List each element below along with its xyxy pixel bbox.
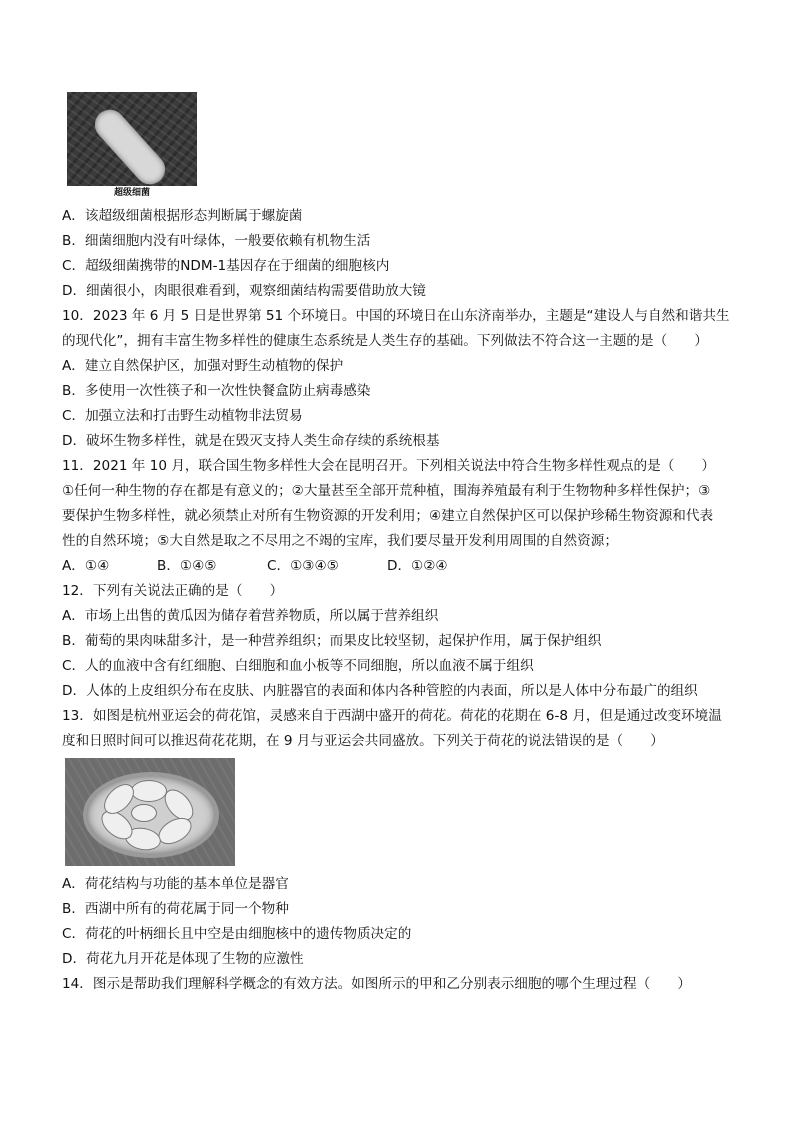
q13-option-d: D．荷花九月开花是体现了生物的应激性 bbox=[62, 951, 304, 967]
figure-caption: 超级细菌 bbox=[113, 188, 150, 198]
q11-options-row bbox=[62, 554, 742, 579]
q11-statement-line-2: 要保护生物多样性，就必须禁止对所有生物资源的开发利用；④建立自然保护区可以保护珍稀生物资源和代表 bbox=[62, 508, 714, 524]
q12-stem: 12．下列有关说法正确的是（ ） bbox=[62, 583, 284, 599]
q12-option-b: B．葡萄的果肉味甜多汁，是一种营养组织；而果皮比较坚韧，起保护作用，属于保护组织 bbox=[62, 633, 602, 649]
q11-option-c: C．①③④⑤ bbox=[267, 558, 339, 574]
q11-statement-line-3: 性的自然环境；⑤大自然是取之不尽用之不竭的宝库，我们要尽量开发利用周围的自然资源； bbox=[62, 533, 618, 549]
lotus-petal bbox=[131, 780, 167, 802]
lotus-pavilion-figure bbox=[65, 758, 235, 866]
q14-stem: 14．图示是帮助我们理解科学概念的有效方法。如图所示的甲和乙分别表示细胞的哪个生理过程（ ） bbox=[62, 976, 692, 992]
bacterium-shape bbox=[89, 104, 172, 186]
q11-option-a: A．①④ bbox=[62, 558, 110, 574]
q11-statement-line-1: ①任何一种生物的存在都是有意义的；②大量甚至全部开荒种植，围海养殖最有利于生物物种多样性保护；③ bbox=[62, 483, 711, 499]
q10-option-d: D．破坏生物多样性，就是在毁灭支持人类生命存续的系统根基 bbox=[62, 433, 440, 449]
q11-stem: 11．2021 年 10 月，联合国生物多样性大会在昆明召开。下列相关说法中符合生物多样性观点的是（ ） bbox=[62, 458, 716, 474]
q13-stem-line-1: 13．如图是杭州亚运会的荷花馆，灵感来自于西湖中盛开的荷花。荷花的花期在 6-8 月，但是通过改变环境温 bbox=[62, 708, 722, 724]
q10-option-a: A．建立自然保护区，加强对野生动植物的保护 bbox=[62, 358, 344, 374]
q12-option-a: A．市场上出售的黄瓜因为储存着营养物质，所以属于营养组织 bbox=[62, 608, 439, 624]
q11-option-b: B．①④⑤ bbox=[157, 558, 217, 574]
q9-option-c: C．超级细菌携带的NDM-1基因存在于细菌的细胞核内 bbox=[62, 258, 390, 274]
q10-stem-line-2: 的现代化”，拥有丰富生物多样性的健康生态系统是人类生存的基础。下列做法不符合这一主题的是（ ） bbox=[62, 333, 708, 349]
lotus-petal bbox=[131, 804, 157, 822]
q10-stem-line-1: 10．2023 年 6 月 5 日是世界第 51 个环境日。中国的环境日在山东济南举办，主题是“建设人与自然和谐共生 bbox=[62, 308, 730, 324]
q12-option-d: D．人体的上皮组织分布在皮肤、内脏器官的表面和体内各种管腔的内表面，所以是人体中分布最广的组织 bbox=[62, 683, 698, 699]
q10-option-b: B．多使用一次性筷子和一次性快餐盒防止病毒感染 bbox=[62, 383, 371, 399]
q9-option-a: A．该超级细菌根据形态判断属于螺旋菌 bbox=[62, 208, 303, 224]
q9-option-d: D．细菌很小，肉眼很难看到，观察细菌结构需要借助放大镜 bbox=[62, 283, 426, 299]
q13-stem-line-2: 度和日照时间可以推迟荷花花期，在 9 月与亚运会共同盛放。下列关于荷花的说法错误的是（ ） bbox=[62, 733, 664, 749]
q11-option-d: D．①②④ bbox=[387, 558, 448, 574]
q13-option-c: C．荷花的叶柄细长且中空是由细胞核中的遗传物质决定的 bbox=[62, 926, 412, 942]
superbug-photo bbox=[67, 92, 197, 186]
q13-option-a: A．荷花结构与功能的基本单位是器官 bbox=[62, 876, 289, 892]
q10-option-c: C．加强立法和打击野生动植物非法贸易 bbox=[62, 408, 303, 424]
lotus-pavilion-photo bbox=[65, 758, 235, 866]
q9-option-b: B．细菌细胞内没有叶绿体，一般要依赖有机物生活 bbox=[62, 233, 371, 249]
superbug-figure bbox=[67, 92, 197, 200]
exam-page bbox=[62, 92, 742, 997]
q12-option-c: C．人的血液中含有红细胞、白细胞和血小板等不同细胞，所以血液不属于组织 bbox=[62, 658, 534, 674]
q13-option-b: B．西湖中所有的荷花属于同一个物种 bbox=[62, 901, 289, 917]
